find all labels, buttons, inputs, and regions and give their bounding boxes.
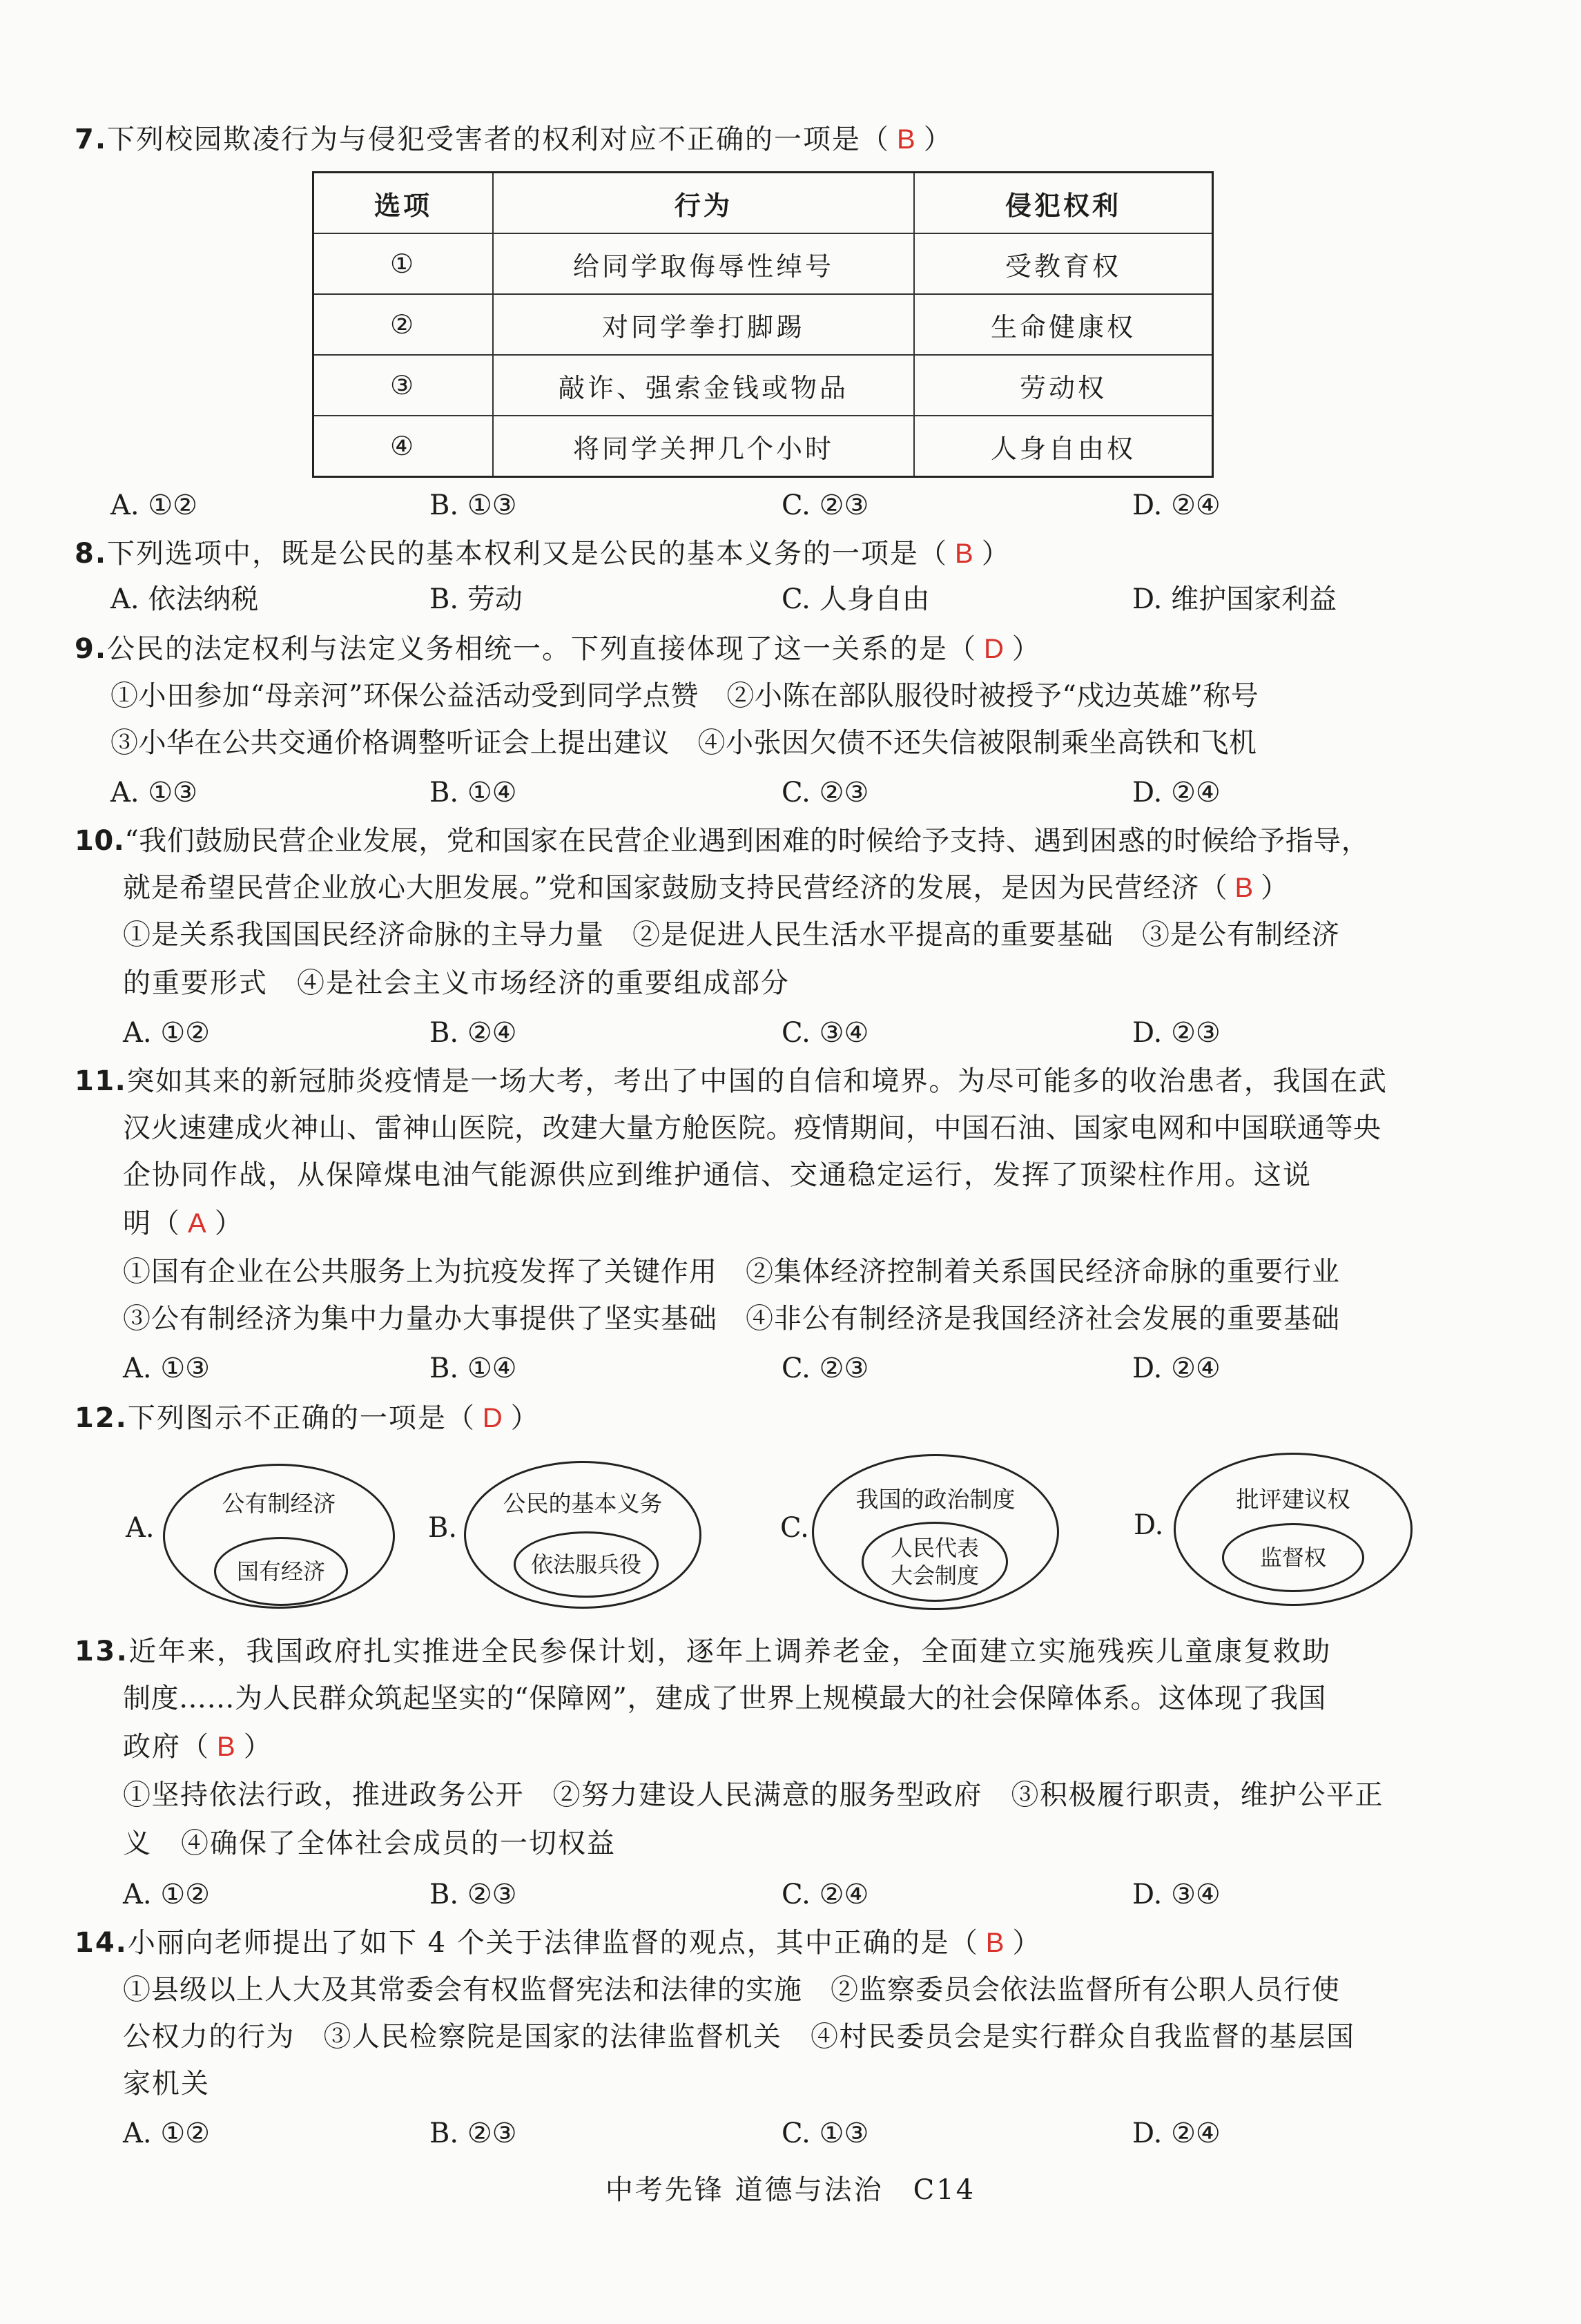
option-b: B. ①③ xyxy=(429,490,517,521)
option-a: A. ①② xyxy=(110,490,198,521)
diagram-c-inner-set: 人民代表 大会制度 xyxy=(862,1522,1008,1602)
table-cell: 人身自由权 xyxy=(914,416,1213,477)
question-11-statement: ③公有制经济为集中力量办大事提供了坚实基础 ④非公有制经济是我国经济社会发展的重要基础 xyxy=(123,1303,1340,1335)
option-c: C. ②③ xyxy=(782,777,869,808)
option-b: B. ①④ xyxy=(429,1353,517,1384)
answer-mark: B xyxy=(217,1732,237,1762)
answer-mark: B xyxy=(897,124,917,155)
diagram-a-inner-set: 国有经济 xyxy=(214,1537,348,1606)
question-14-stem: 14.小丽向老师提出了如下 4 个关于法律监督的观点，其中正确的是（ B ） xyxy=(75,1924,1041,1962)
option-c: C. ③④ xyxy=(782,1017,869,1049)
option-d: D. ③④ xyxy=(1132,1879,1221,1910)
option-c: C. ②③ xyxy=(782,490,869,521)
question-10-statement: ①是关系我国国民经济命脉的主导力量 ②是促进人民生活水平提高的重要基础 ③是公有制经济 xyxy=(123,919,1340,951)
diagram-b-outer-label: 公民的基本义务 xyxy=(503,1490,663,1517)
table-header-row xyxy=(313,173,1213,234)
question-11-stem-cont: 企协同作战，从保障煤电油气能源供应到维护通信、交通稳定运行，发挥了顶梁柱作用。这说 xyxy=(123,1159,1312,1191)
question-11-stem: 11.突如其来的新冠肺炎疫情是一场大考，考出了中国的自信和境界。为尽可能多的收治患者，我国在武 xyxy=(75,1065,1388,1097)
diagram-d-inner-set: 监督权 xyxy=(1222,1523,1364,1592)
question-9-statement: ①小田参加“母亲河”环保公益活动受到同学点赞 ②小陈在部队服役时被授予“戍边英雄”称号 xyxy=(110,680,1259,712)
question-13-statement: ①坚持依法行政，推进政务公开 ②努力建设人民满意的服务型政府 ③积极履行职责，维护公平正 xyxy=(123,1779,1384,1811)
option-c: C. ②④ xyxy=(782,1879,869,1910)
option-d: D. ②④ xyxy=(1132,2118,1221,2149)
question-10-stem-cont: 就是希望民营企业放心大胆发展。”党和国家鼓励支持民营经济的发展，是因为民营经济（ B ） xyxy=(123,869,1289,907)
diagram-d-outer-label: 批评建议权 xyxy=(1236,1486,1350,1513)
option-b: B. ①④ xyxy=(429,777,517,808)
question-8-stem: 8.下列选项中，既是公民的基本权利又是公民的基本义务的一项是（ B ） xyxy=(75,534,1011,573)
table-cell: 劳动权 xyxy=(914,355,1213,416)
question-12-stem: 12.下列图示不正确的一项是（ D ） xyxy=(75,1399,540,1437)
answer-mark: D xyxy=(482,1403,504,1433)
answer-mark: D xyxy=(984,634,1005,664)
question-10-stem: 10.“我们鼓励民营企业发展，党和国家在民营企业遇到困难的时候给予支持、遇到困惑的时候给予指导， xyxy=(75,825,1370,857)
question-13-stem-cont: 政府（ B ） xyxy=(123,1727,273,1766)
option-a: A. ①② xyxy=(123,2118,211,2149)
question-14-statement: 公权力的行为 ③人民检察院是国家的法律监督机关 ④村民委员会是实行群众自我监督的基层国 xyxy=(123,2021,1355,2053)
diagram-letter-c: C. xyxy=(780,1512,809,1544)
table-cell: ① xyxy=(313,233,494,294)
answer-mark: B xyxy=(1234,873,1254,903)
diagram-letter-d: D. xyxy=(1134,1509,1164,1541)
question-11-statement: ①国有企业在公共服务上为抗疫发挥了关键作用 ②集体经济控制着关系国民经济命脉的重要行业 xyxy=(123,1256,1340,1288)
table-row xyxy=(313,233,1213,294)
table-cell: ② xyxy=(313,294,494,355)
table-row xyxy=(313,355,1213,416)
table-row xyxy=(313,416,1213,477)
option-d: D. ②④ xyxy=(1132,1353,1221,1384)
diagram-b-inner-set: 依法服兵役 xyxy=(514,1531,659,1598)
table-cell: 敲诈、强索金钱或物品 xyxy=(493,355,914,416)
option-d: D. ②④ xyxy=(1132,777,1221,808)
option-a: A. 依法纳税 xyxy=(110,583,259,615)
table-header: 选项 xyxy=(313,173,494,234)
table-cell: 生命健康权 xyxy=(914,294,1213,355)
option-b: B. ②③ xyxy=(429,2118,517,2149)
option-a: A. ①③ xyxy=(123,1353,211,1384)
question-9-stem: 9.公民的法定权利与法定义务相统一。下列直接体现了这一关系的是（ D ） xyxy=(75,630,1041,668)
answer-mark: B xyxy=(985,1928,1006,1958)
option-a: A. ①② xyxy=(123,1017,211,1049)
page-footer: 中考先锋 道德与法治 C14 xyxy=(605,2174,976,2206)
diagram-letter-a: A. xyxy=(126,1512,155,1544)
option-b: B. ②④ xyxy=(429,1017,517,1049)
diagram-a-outer-label: 公有制经济 xyxy=(222,1490,336,1517)
option-a: A. ①③ xyxy=(110,777,198,808)
option-b: B. ②③ xyxy=(429,1879,517,1910)
question-13-stem: 13.近年来，我国政府扎实推进全民参保计划，逐年上调养老金，全面建立实施残疾儿童康复救助 xyxy=(75,1636,1332,1667)
option-a: A. ①② xyxy=(123,1879,211,1910)
option-d: D. 维护国家利益 xyxy=(1132,583,1337,615)
question-11-stem-cont: 明（ A ） xyxy=(123,1204,244,1243)
option-c: C. ②③ xyxy=(782,1353,869,1384)
table-cell: ③ xyxy=(313,355,494,416)
diagram-letter-b: B. xyxy=(428,1512,458,1544)
question-7-stem: 7.下列校园欺凌行为与侵犯受害者的权利对应不正确的一项是（ B ） xyxy=(75,120,953,159)
option-d: D. ②④ xyxy=(1132,490,1221,521)
answer-mark: A xyxy=(188,1208,208,1239)
question-9-statement: ③小华在公共交通价格调整听证会上提出建议 ④小张因欠债不还失信被限制乘坐高铁和飞机 xyxy=(110,727,1257,759)
question-13-stem-cont: 制度……为人民群众筑起坚实的“保障网”，建成了世界上规模最大的社会保障体系。这体现了我国 xyxy=(123,1683,1326,1714)
question-13-statement: 义 ④确保了全体社会成员的一切权益 xyxy=(123,1828,616,1859)
table-row xyxy=(313,294,1213,355)
table-cell: 受教育权 xyxy=(914,233,1213,294)
table-cell: 将同学关押几个小时 xyxy=(493,416,914,477)
table-cell: ④ xyxy=(313,416,494,477)
question-14-statement: 家机关 xyxy=(123,2068,210,2100)
option-c: C. ①③ xyxy=(782,2118,869,2149)
table-cell: 对同学拳打脚踢 xyxy=(493,294,914,355)
option-c: C. 人身自由 xyxy=(782,583,930,615)
question-10-statement: 的重要形式 ④是社会主义市场经济的重要组成部分 xyxy=(123,967,790,999)
table-header: 侵犯权利 xyxy=(914,173,1213,234)
diagram-c-outer-label: 我国的政治制度 xyxy=(855,1486,1016,1513)
answer-mark: B xyxy=(955,539,975,569)
table-cell: 给同学取侮辱性绰号 xyxy=(493,233,914,294)
question-11-stem-cont: 汉火速建成火神山、雷神山医院，改建大量方舱医院。疫情期间，中国石油、国家电网和中国联通等央 xyxy=(123,1112,1381,1144)
option-d: D. ②③ xyxy=(1132,1017,1221,1049)
rights-table xyxy=(312,171,1214,478)
question-14-statement: ①县级以上人大及其常委会有权监督宪法和法律的实施 ②监察委员会依法监督所有公职人员行使 xyxy=(123,1974,1340,2006)
table-header: 行为 xyxy=(493,173,914,234)
option-b: B. 劳动 xyxy=(429,583,523,615)
